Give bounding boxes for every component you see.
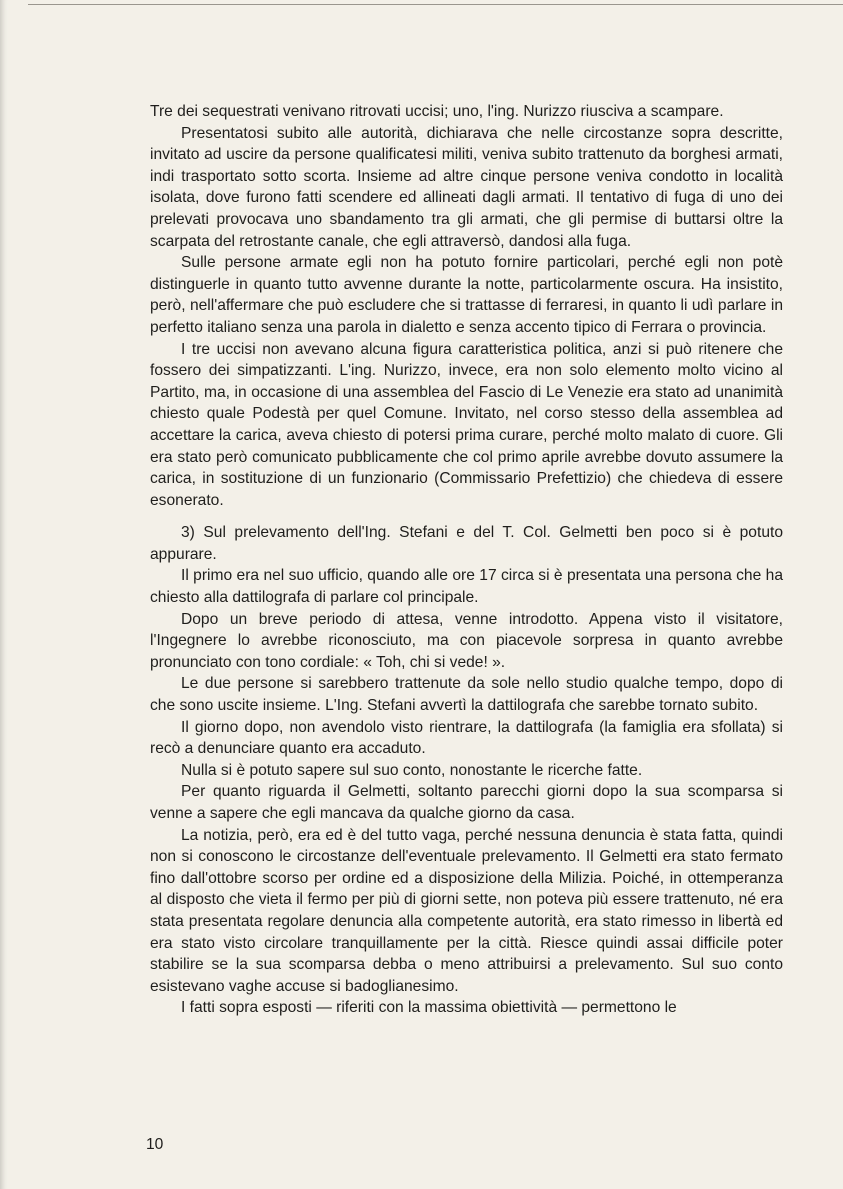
paragraph-10: Nulla si è potuto sapere sul suo conto, nonostante le ricerche fatte. bbox=[181, 761, 643, 779]
paragraph-1: Tre dei sequestrati venivano ritrovati uccisi; uno, l'ing. Nurizzo riusciva a scampare. bbox=[150, 103, 724, 120]
section-3-heading-paragraph: 3) Sul prelevamento dell'Ing. Stefani e del T. Col. Gelmetti ben poco si è potuto appurare. bbox=[150, 524, 783, 563]
paragraph-7: Dopo un breve periodo di attesa, venne introdotto. Appena visto il visitatore, l'Ingegnere lo avrebbe riconosciuto, ma con piacevole sorpresa in quanto avrebbe pronunciato con tono cordiale: « Toh, chi si vede! ». bbox=[150, 610, 783, 671]
page-number: 10 bbox=[146, 1136, 164, 1153]
paragraph-6: Il primo era nel suo ufficio, quando alle ore 17 circa si è presentata una persona che ha chiesto alla dattilografa di parlare col principale. bbox=[150, 567, 783, 607]
paragraph-12: La notizia, però, era ed è del tutto vaga, perché nessuna denuncia è stata fatta, quindi non si conoscono le circostanze dell'eventuale prelevamento. Il Gelmetti era stato fermato fino dall'ottobre scorso per ordine ed a disposizione della Milizia. Poiché, in ottemperanza al disposto che vieta il fermo per più di giorni sette, non poteva più essere trattenuto, né era stata presentata regolare denuncia alla competente autorità, era stato rimesso in libertà ed era stato visto circolare tranquillamente per la città. Riesce quindi assai difficile poter stabilire se la sua scomparsa debba o meno attribuirsi a prelevamento. Sul suo conto esistevano vaghe accuse si badoglianesimo. bbox=[150, 826, 783, 995]
top-edge-rule bbox=[28, 4, 843, 5]
body-text bbox=[150, 101, 783, 1019]
paragraph-8: Le due persone si sarebbero trattenute da sole nello studio qualche tempo, dopo di che sono uscite insieme. L'Ing. Stefani avvertì la dattilografa che sarebbe tornato subito. bbox=[150, 675, 783, 715]
paragraph-3: Sulle persone armate egli non ha potuto fornire particolari, perché egli non potè distinguerle in quanto tutto avvenne durante la notte, particolarmente oscura. Ha insistito, però, nell'affermare che può escludere che si trattasse di ferraresi, in quanto li udì parlare in perfetto italiano senza una parola in dialetto e senza accento tipico di Ferrara o provincia. bbox=[150, 254, 783, 336]
paragraph-13: I fatti sopra esposti — riferiti con la massima obiettività — permettono le bbox=[181, 999, 677, 1017]
paragraph-11: Per quanto riguarda il Gelmetti, soltanto parecchi giorni dopo la sua scomparsa si venne a sapere che egli mancava da qualche giorno da casa. bbox=[150, 783, 783, 822]
paragraph-9: Il giorno dopo, non avendolo visto rientrare, la dattilografa (la famiglia era sfollata) si recò a denunciare quanto era accaduto. bbox=[150, 718, 783, 758]
paragraph-4: I tre uccisi non avevano alcuna figura caratteristica politica, anzi si può ritenere che fossero dei simpatizzanti. L'ing. Nurizzo, invece, era non solo elemento molto vicino al Partito, ma, in occasione di una assemblea del Fascio di Le Venezie era stato ad unanimità chiesto quale Podestà per quel Comune. Invitato, nel corso stesso della assemblea ad accettare la carica, aveva chiesto di potersi prima curare, perché molto malato di cuore. Gli era stato però comunicato pubblicamente che col primo aprile avrebbe dovuto assumere la carica, in sostituzione di un funzionario (Commissario Prefettizio) che chiedeva di essere esonerato. bbox=[150, 340, 783, 509]
paragraph-2: Presentatosi subito alle autorità, dichiarava che nelle circostanze sopra descritte, invitato ad uscire da persone qualificatesi militi, veniva subito trattenuto da borghesi armati, indi trasportato sotto scorta. Insieme ad altre cinque persone veniva condotto in località isolata, dove furono fatti scendere ed allineati dagli armati. Il tentativo di fuga di uno dei prelevati provocava uno sbandamento tra gli armati, che gli permise di buttarsi oltre la scarpata del retrostante canale, che egli attraversò, dandosi alla fuga. bbox=[150, 124, 783, 250]
